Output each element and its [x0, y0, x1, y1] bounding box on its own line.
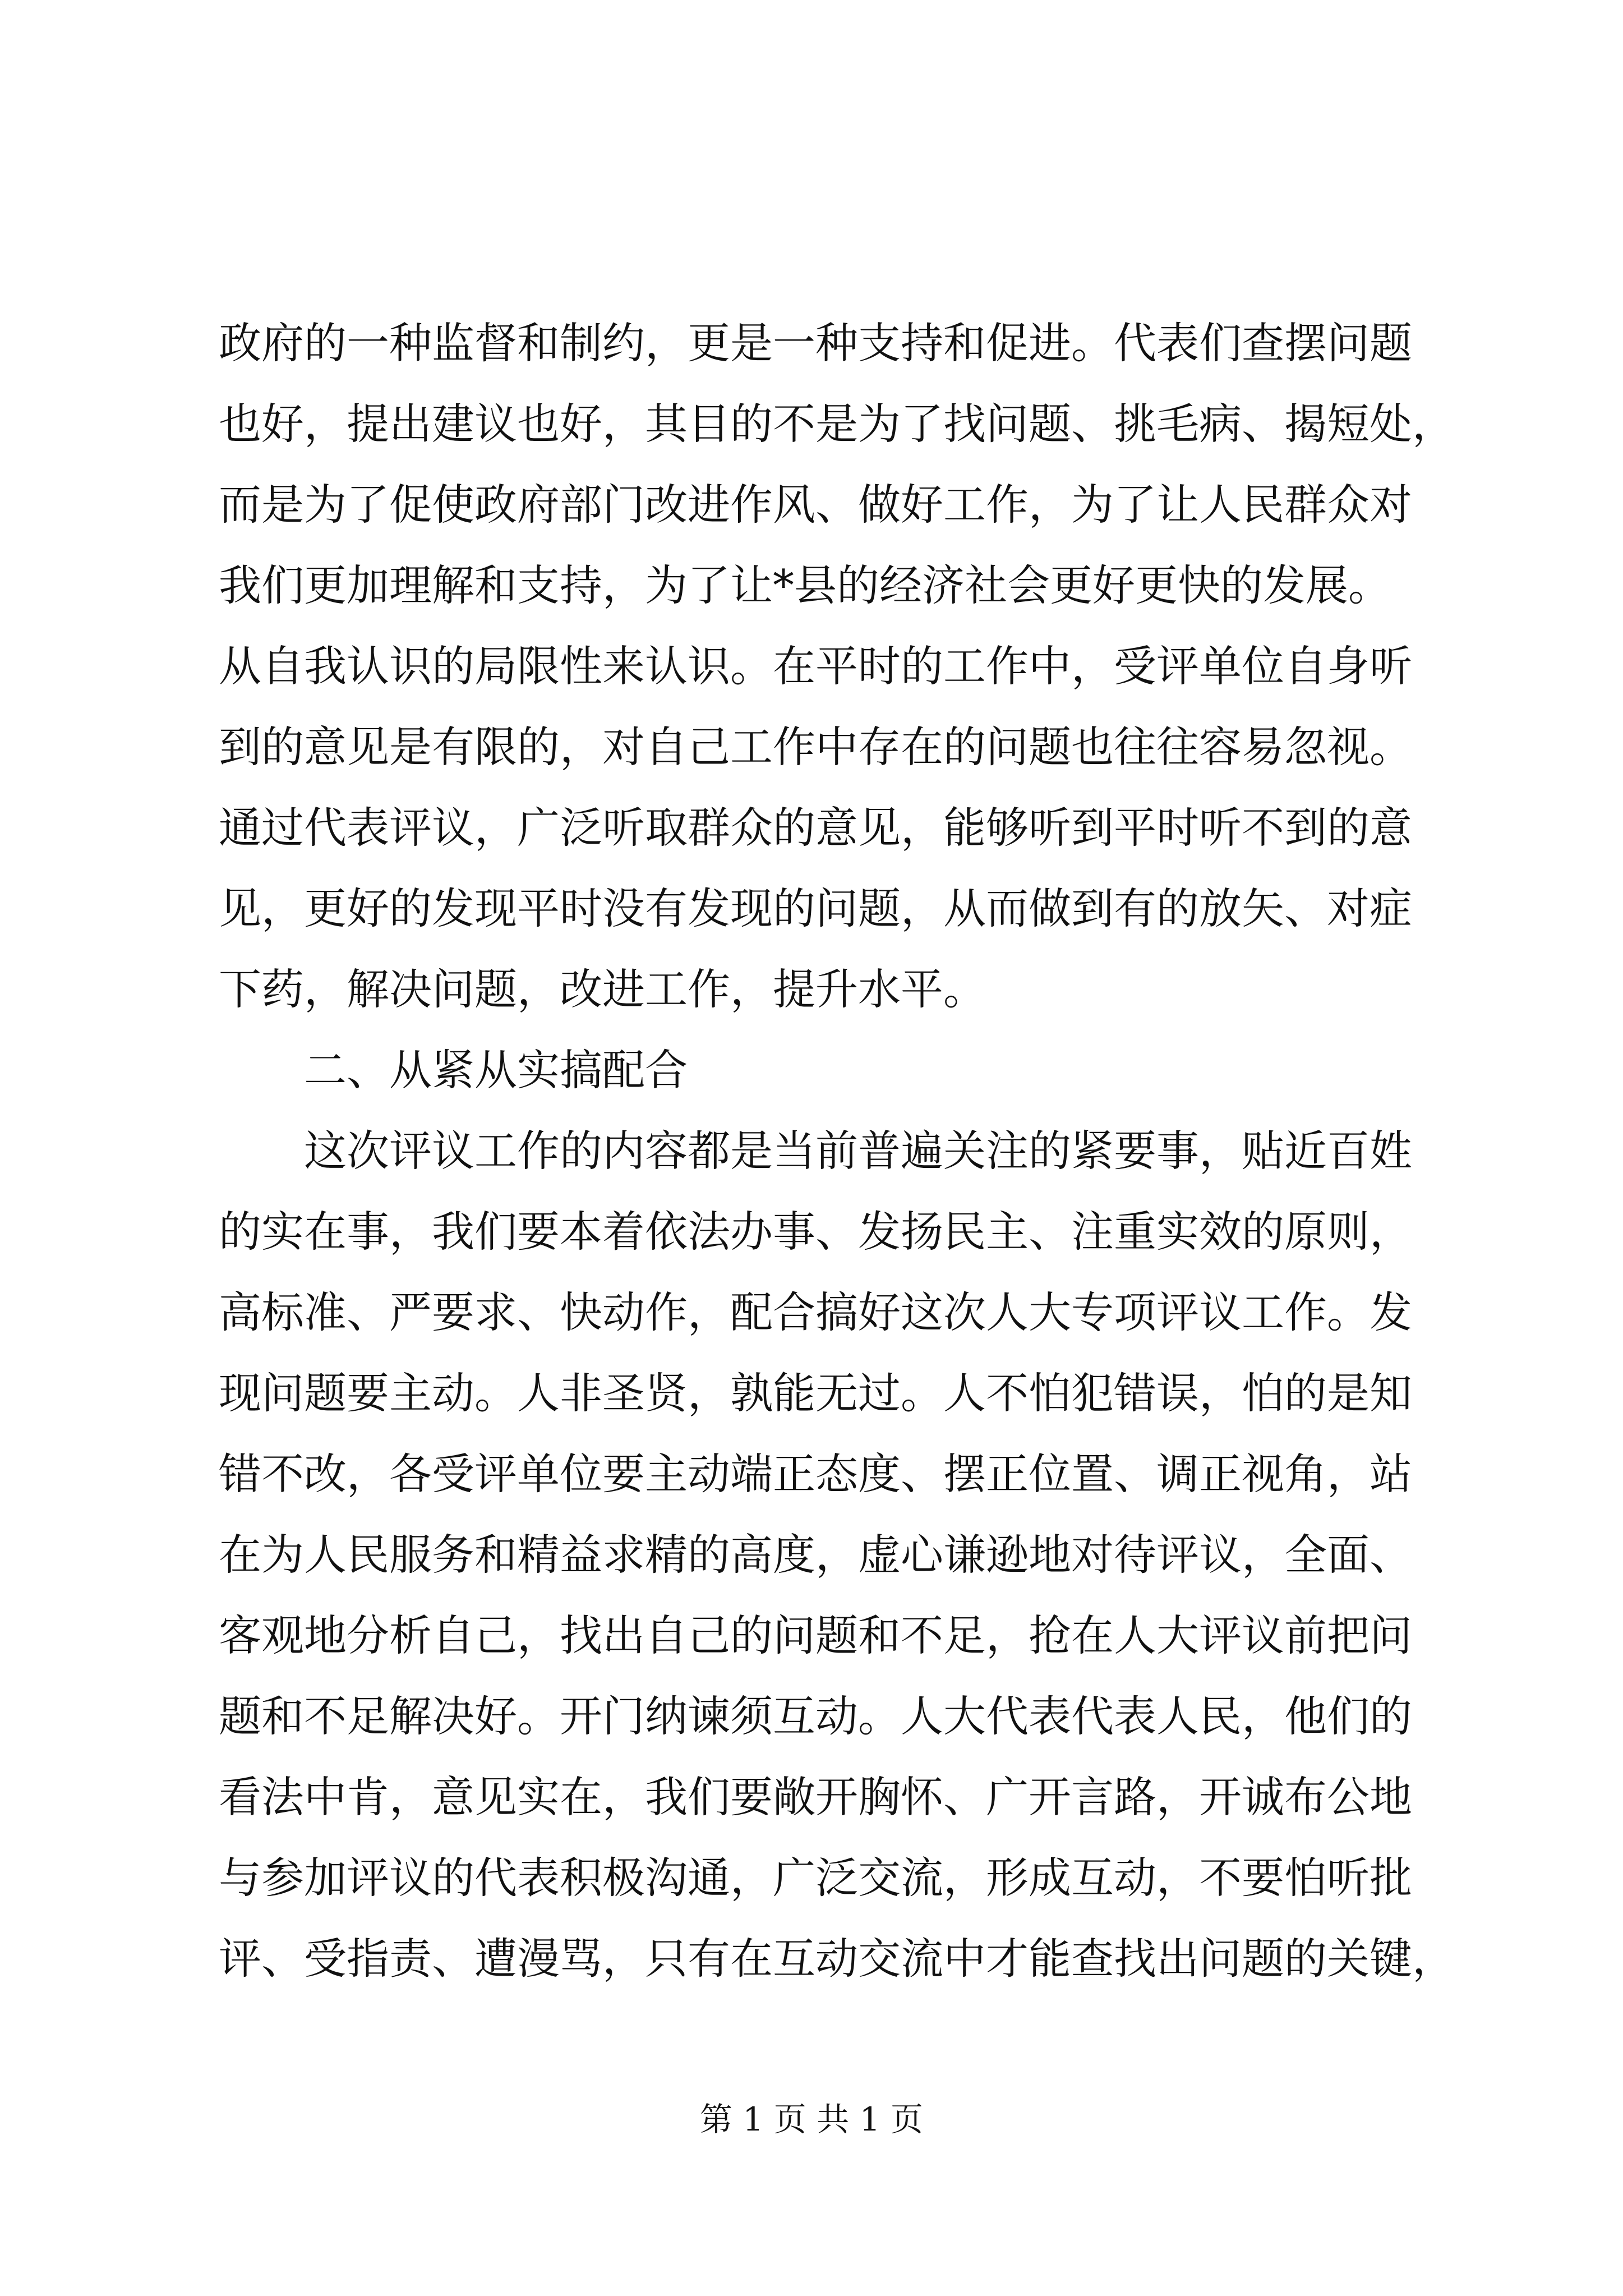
text-line: 从自我认识的局限性来认识。在平时的工作中，受评单位自身听 [219, 641, 1412, 691]
text-line: 我们更加理解和支持，为了让*县的经济社会更好更快的发展。 [219, 560, 1391, 610]
text-line: 客观地分析自己，找出自己的问题和不足，抢在人大评议前把问 [219, 1611, 1412, 1660]
text-line: 而是为了促使政府部门改进作风、做好工作，为了让人民群众对 [219, 480, 1412, 530]
document-body [219, 303, 1455, 1999]
text-line: 的实在事，我们要本着依法办事、发扬民主、注重实效的原则， [219, 1207, 1412, 1257]
text-line: 与参加评议的代表积极沟通，广泛交流，形成互动，不要怕听批 [219, 1853, 1412, 1903]
text-line: 题和不足解决好。开门纳谏须互动。人大代表代表人民，他们的 [219, 1691, 1412, 1741]
text-line: 看法中肯，意见实在，我们要敞开胸怀、广开言路，开诚布公地 [219, 1772, 1412, 1822]
text-line: 在为人民服务和精益求精的高度，虚心谦逊地对待评议，全面、 [219, 1530, 1412, 1580]
text-line: 这次评议工作的内容都是当前普遍关注的紧要事，贴近百姓 [304, 1126, 1412, 1176]
text-line: 高标准、严要求、快动作，配合搞好这次人大专项评议工作。发 [219, 1287, 1412, 1337]
text-line: 也好，提出建议也好，其目的不是为了找问题、挑毛病、揭短处， [219, 399, 1455, 449]
text-line: 评、受指责、遭漫骂，只有在互动交流中才能查找出问题的关键， [219, 1934, 1455, 1984]
text-line: 错不改，各受评单位要主动端正态度、摆正位置、调正视角，站 [219, 1449, 1412, 1499]
text-line: 到的意见是有限的，对自己工作中存在的问题也往往容易忽视。 [219, 722, 1412, 772]
page-footer: 第 1 页 共 1 页 [700, 2100, 923, 2138]
text-line: 通过代表评议，广泛听取群众的意见，能够听到平时听不到的意 [219, 803, 1412, 853]
text-line: 见，更好的发现平时没有发现的问题，从而做到有的放矢、对症 [219, 884, 1412, 933]
text-line: 政府的一种监督和制约，更是一种支持和促进。代表们查摆问题 [219, 318, 1412, 368]
section-heading: 二、从紧从实搞配合 [304, 1045, 688, 1095]
text-line: 现问题要主动。人非圣贤，孰能无过。人不怕犯错误，怕的是知 [219, 1368, 1412, 1418]
text-line: 下药，解决问题，改进工作，提升水平。 [219, 964, 986, 1014]
